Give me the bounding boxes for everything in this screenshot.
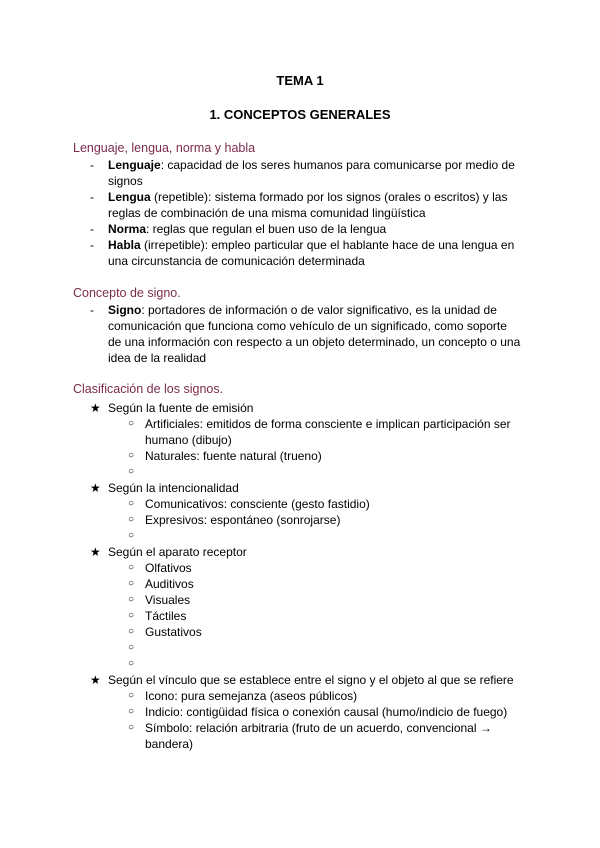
- sub-list-item: [128, 416, 525, 448]
- definition-cont: una circunstancia de comunicación determinada: [108, 254, 365, 268]
- sub-list-item: [128, 448, 525, 464]
- star-list-item: [90, 480, 538, 496]
- sub-item-text: Olfativos: [145, 561, 192, 575]
- circle-bullet-icon: ○: [128, 690, 135, 701]
- sub-list-item: [128, 576, 525, 592]
- star-list-item: [90, 544, 538, 560]
- group-label: Según la intencionalidad: [108, 481, 239, 495]
- circle-bullet-icon: ○: [128, 450, 135, 461]
- sub-item-text: bandera): [145, 737, 194, 751]
- circle-bullet-icon: ○: [128, 594, 135, 605]
- circle-bullet-icon: ○: [128, 418, 135, 429]
- definition: : reglas que regulan el buen uso de la lengua: [146, 222, 387, 236]
- circle-bullet-icon: ○: [128, 498, 135, 509]
- heading-lenguaje: Lenguaje, lengua, norma y habla: [73, 141, 256, 155]
- definition: : portadores de información o de valor significativo, es la unidad de: [141, 303, 497, 317]
- definition: (repetible): sistema formado por los signos (orales o escritos) y las: [150, 190, 508, 204]
- sub-item-text: Comunicativos: consciente (gesto fastidio): [145, 497, 370, 511]
- sub-list-item: [128, 688, 525, 704]
- definition-cont: de una información con respecto a un objeto determinado, un concepto o una: [108, 335, 521, 349]
- dash-bullet: -: [90, 190, 94, 204]
- circle-bullet-icon: ○: [128, 642, 135, 653]
- section-title: 1. CONCEPTOS GENERALES: [209, 107, 391, 122]
- definition: (irrepetible): empleo particular que el hablante hace de una lengua en: [140, 238, 515, 252]
- term: Signo: [108, 303, 142, 317]
- group-label: Según la fuente de emisión: [108, 401, 254, 415]
- definition-cont: comunicación que funciona como vehículo de un significado, como soporte: [108, 319, 507, 333]
- sub-item-text: Artificiales: emitidos de forma consciente e implican participación ser: [145, 417, 511, 431]
- sub-list-item: [128, 704, 525, 720]
- term: Lengua: [108, 190, 151, 204]
- circle-bullet-icon: ○: [128, 578, 135, 589]
- dash-bullet: -: [90, 238, 94, 252]
- sub-item-text: Visuales: [145, 593, 191, 607]
- circle-bullet-icon: ○: [128, 610, 135, 621]
- document-title: TEMA 1: [276, 73, 324, 88]
- sub-list-item: [128, 592, 525, 608]
- list-item: [90, 189, 528, 221]
- circle-bullet-icon: ○: [128, 514, 135, 525]
- sub-list-item: [128, 560, 525, 576]
- dash-bullet: -: [90, 158, 94, 172]
- circle-bullet-icon: ○: [128, 706, 135, 717]
- circle-bullet-icon: ○: [128, 722, 135, 733]
- sub-list-item: [128, 512, 525, 528]
- sub-item-text: Gustativos: [145, 625, 202, 639]
- definition-cont: signos: [108, 174, 143, 188]
- sub-item-text: Indicio: contigüidad física o conexión causal (humo/indicio de fuego): [145, 705, 508, 719]
- sub-list-item: [128, 624, 525, 640]
- circle-bullet-icon: ○: [128, 562, 135, 573]
- star-icon: ★: [90, 673, 101, 687]
- sub-list-item: [128, 720, 525, 752]
- term: Norma: [108, 222, 147, 236]
- list-item: [90, 237, 528, 269]
- sub-list-item: [128, 496, 525, 512]
- term: Habla: [108, 238, 141, 252]
- sub-list-item: [128, 608, 525, 624]
- sub-item-text: Símbolo: relación arbitraria (fruto de un acuerdo, convencional →: [145, 721, 492, 735]
- list-item: [90, 302, 528, 366]
- star-list-item: [90, 400, 538, 416]
- star-icon: ★: [90, 401, 101, 415]
- definition: : capacidad de los seres humanos para comunicarse por medio de: [160, 158, 515, 172]
- list-item: [90, 157, 528, 189]
- sub-item-text: Auditivos: [145, 577, 194, 591]
- group-label: Según el vínculo que se establece entre el signo y el objeto al que se refiere: [108, 673, 514, 687]
- circle-bullet-icon: ○: [128, 658, 135, 669]
- sub-item-text: Naturales: fuente natural (trueno): [145, 449, 322, 463]
- list-item: [90, 221, 528, 237]
- circle-bullet-icon: ○: [128, 530, 135, 541]
- star-icon: ★: [90, 545, 101, 559]
- sub-item-text: humano (dibujo): [145, 433, 232, 447]
- star-icon: ★: [90, 481, 101, 495]
- circle-bullet-icon: ○: [128, 466, 135, 477]
- heading-clasificacion: Clasificación de los signos.: [73, 382, 224, 396]
- heading-concepto-signo: Concepto de signo.: [73, 286, 181, 300]
- dash-bullet: -: [90, 222, 94, 236]
- sub-item-text: Expresivos: espontáneo (sonrojarse): [145, 513, 341, 527]
- star-list-item: [90, 672, 538, 688]
- dash-bullet: -: [90, 303, 94, 317]
- sub-item-text: Icono: pura semejanza (aseos públicos): [145, 689, 358, 703]
- definition-cont: idea de la realidad: [108, 351, 207, 365]
- term: Lenguaje: [108, 158, 161, 172]
- sub-item-text: Táctiles: [145, 609, 187, 623]
- definition-cont: reglas de combinación de una misma comunidad lingüística: [108, 206, 426, 220]
- group-label: Según el aparato receptor: [108, 545, 247, 559]
- circle-bullet-icon: ○: [128, 626, 135, 637]
